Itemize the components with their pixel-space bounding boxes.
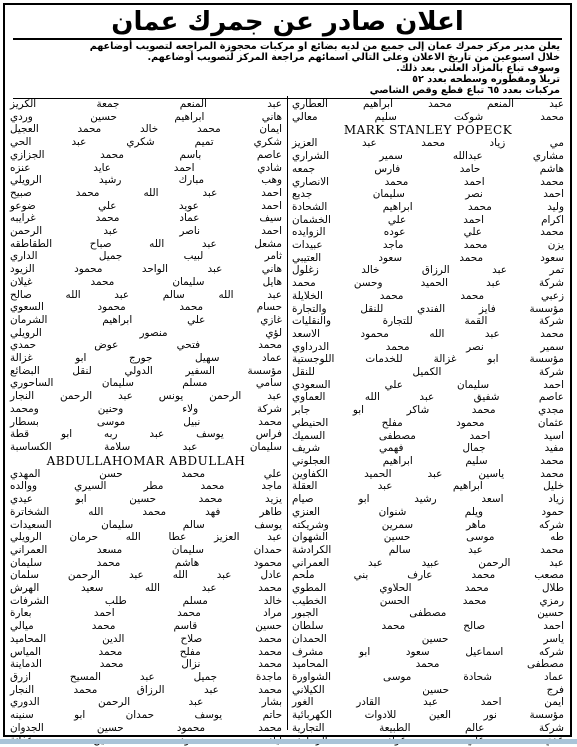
name-entry: شركه ماهر سمرين وشريكته xyxy=(292,518,564,531)
name-entry: عادل عبد الله عبد الرحمن سلمان xyxy=(10,569,282,582)
name-entry: سعود محمد سعود العتيبي xyxy=(292,251,564,264)
name-entry: ماجدة جميل عبد المسيح ازرق xyxy=(10,670,282,683)
intro-line: يعلن مدير مركز جمرك عمان إلى جميع من لديه بضائع او مركبات محجوزة المراجعه لتصويب أوضاعهم xyxy=(89,41,560,52)
name-entry-latin: ABDULLAHOMAR ABDULLAH xyxy=(46,453,246,468)
name-entry: محمد ياسين عبد الحميد الكفاوين xyxy=(292,467,564,480)
name-entry: محمد احمد محمد الانصاري xyxy=(292,175,564,188)
name-entry: محمد شوكت سليم معالي xyxy=(292,110,564,123)
names-column-right xyxy=(292,98,564,734)
name-entry: محمد نزال محمد الدماينة xyxy=(10,658,282,671)
page-bottom-bar xyxy=(0,739,577,744)
intro-line: تريلا ومقطوره وسطحه بعدد ٥٢ xyxy=(412,74,560,85)
name-entry: شركة ولاء وحنين ومحمد xyxy=(10,402,282,415)
name-entry: سمير نصر محمد الدرداوي xyxy=(292,340,564,353)
name-entry: مصطفى محمد المحاميد xyxy=(292,658,564,671)
name-entry: شركة عبد الحميد وحسن محمد xyxy=(292,277,564,290)
name-entry: غازي علي ابراهيم الشرمان xyxy=(10,313,282,326)
name-entry: ياسر حسين الحمدان xyxy=(292,632,564,645)
name-entry: علي محمد حسن المهدي xyxy=(10,467,282,480)
name-entry: عبد العزيز عطا الله حرمان الرويلي xyxy=(10,531,282,544)
name-entry: ايمن احمد عبد القادر الغور xyxy=(292,696,564,709)
name-entry: مؤسسة فايز الفندي للنقل والتجارة xyxy=(292,302,564,315)
name-entry: يوسف سالم سليمان السعيدات xyxy=(10,518,282,531)
name-entry: احمد ناصر عبد الرحمن xyxy=(10,225,282,238)
name-entry: بشار عبد الرحمن الدوري xyxy=(10,696,282,709)
name-entry: حاتم يوسف حمدان ابو سنينه xyxy=(10,709,282,722)
name-entry: سيف عماد محمد غرايبه xyxy=(10,212,282,225)
name-entry: خالد مسلم طلب الشرفات xyxy=(10,594,282,607)
name-entry: محمد مفلح محمد المياس xyxy=(10,645,282,658)
name-entry: اكرام احمد علي الخشمان xyxy=(292,213,564,226)
name-entry: احمد عويد علي ضوعو xyxy=(10,199,282,212)
name-entry: شركة الكميل للنقل xyxy=(292,366,564,379)
name-entry: عماد سهيل جورج ابو غزالة xyxy=(10,352,282,365)
intro-line: خلال اسبوعين من تاريخ الاعلان وعلى التالي اسمائهم مراجعة المركز لتصويب أوضاعهم. xyxy=(147,52,560,63)
name-entry: عبد الرحمن عبيد عبد العمراني xyxy=(292,556,564,569)
name-entry: طلال محمد الحلاوي المطوي xyxy=(292,582,564,595)
name-entry: زعبي محمد محمد الخلايلة xyxy=(292,289,564,302)
name-entry: مؤسسة السفير الدولي لنقل البضائع xyxy=(10,364,282,377)
name-entry: شركة عالم الطبيعة التجارية xyxy=(292,721,564,734)
name-entry: محمد سليم ابراهيم العجلوني xyxy=(292,454,564,467)
name-entry: عثمان محمود مفلح الحنيطي xyxy=(292,416,564,429)
name-entry: احمد عبد الله محمد صبيح xyxy=(10,186,282,199)
name-entry: مجدي محمد شاكر ابو جابر xyxy=(292,404,564,417)
name-entry: عبد المنعم محمد ابراهيم العطاري xyxy=(292,98,564,110)
name-entry: محمد عبد الله سعيد الهرش xyxy=(10,582,282,595)
name-entry: مشعل عبد الله صباح الطقاطقه xyxy=(10,237,282,250)
name-entry: شركه اسماعيل سعود ابو مشرف xyxy=(292,645,564,658)
name-entry: حسين قاسم محمد ميالي xyxy=(10,620,282,633)
name-entry: يزن محمد ماجد عبيدات xyxy=(292,239,564,252)
name-entry: خليل ابراهيم عبد العقلة xyxy=(292,480,564,493)
name-entry: مصعب محمد عارف بني ملحم xyxy=(292,569,564,582)
name-entry: ثامر لبيب جميل الداري xyxy=(10,250,282,263)
name-entry: عاصم شفيق عبد الله العماوي xyxy=(292,391,564,404)
name-entry: محمد علي عوده الزوايده xyxy=(292,226,564,239)
name-entry: شركة القمة للتجارة والنقليات xyxy=(292,315,564,328)
name-entry: شكري تميم شكري عبد الحي xyxy=(10,136,282,149)
name-entry: مؤسسة ابو غزالة للخدمات اللوجستية xyxy=(292,353,564,366)
name-entry: محمد عبد الرزاق محمد النجار xyxy=(10,683,282,696)
name-entry: عبد الله سالم عبد الله صالح xyxy=(10,288,282,301)
name-entry: محمد عبد سالم الكرادشة xyxy=(292,543,564,556)
name-entry: سامي مسلم سليمان الساحوري xyxy=(10,377,282,390)
name-entry: احمد سليمان علي السعودي xyxy=(292,378,564,391)
name-entry: محمد عبد الله محمود الاسعد xyxy=(292,327,564,340)
names-column-left xyxy=(10,98,282,734)
announcement-intro xyxy=(17,41,560,97)
name-entry: يزيد محمد حسين ابو عيدي xyxy=(10,493,282,506)
name-entry: احمد صالح محمد سلطان xyxy=(292,620,564,633)
name-entry: وهب مبارك رشيد الرويلي xyxy=(10,174,282,187)
name-entry: حمدان سليمان مسعد العمراني xyxy=(10,543,282,556)
name-entry: عبد المنعم جمعة الكريز xyxy=(10,98,282,110)
name-entry: فرج حسين الكيلاني xyxy=(292,683,564,696)
name-entry: مي زياد محمد عبد العزيز xyxy=(292,137,564,150)
name-entry: مفيد جمال فهمي شريف xyxy=(292,442,564,455)
name-entry: تمر عبد الرزاق خالد زغلول xyxy=(292,264,564,277)
name-entry: فراس يوسف عبد ربه ابو قطة xyxy=(10,428,282,441)
name-entry: رمزي محمد الحسن الخطيب xyxy=(292,594,564,607)
name-entry: وليد محمد ابراهيم الشحادة xyxy=(292,200,564,213)
name-entry: محمد فتحي عوض حمدي xyxy=(10,339,282,352)
name-entry: طاهر فهد محمد الله الشخاترة xyxy=(10,505,282,518)
name-entry-latin: MARK STANLEY POPECK xyxy=(343,123,513,138)
name-entry: مشاري عبدالله سمير الشراري xyxy=(292,150,564,163)
title-divider xyxy=(13,38,562,40)
name-entry: زياد اسعد رشيد ابو صيام xyxy=(292,493,564,506)
name-entry: محمد نبيل موسى بسطار xyxy=(10,415,282,428)
intro-line: وسوف تباع بالمزاد العلني بعد ذلك. xyxy=(396,63,560,74)
name-entry: سليمان عبد سلامة الكساسبة xyxy=(10,440,282,453)
name-entry: محمد محمود حسين الجدوان xyxy=(10,721,282,734)
name-entry: حسين مصطفى الجبور xyxy=(292,607,564,620)
name-entry: مراد محمد احمد بعارة xyxy=(10,607,282,620)
name-entry: لؤي منصور الرويلي xyxy=(10,326,282,339)
name-entry: محمود هاشم محمد سليمان xyxy=(10,556,282,569)
name-entry: اسيد احمد مصطفى السميك xyxy=(292,429,564,442)
name-entry: محمد صلاح الدين المحاميد xyxy=(10,632,282,645)
name-entry: هاني ابراهيم حسين وردي xyxy=(10,110,282,123)
name-entry: ماجد محمد مطر السيري ووالده xyxy=(10,480,282,493)
name-entry: مؤسسة نور العين للادوات الكهربائية xyxy=(292,709,564,722)
name-entry: شادي احمد عايد عنزه xyxy=(10,161,282,174)
name-entry: حسام محمد محمود السعوي xyxy=(10,301,282,314)
name-entry: عاصم باسم محمد الجزازي xyxy=(10,148,282,161)
name-entry: هاني عبد الواحد محمود الزيود xyxy=(10,263,282,276)
column-divider xyxy=(287,96,288,730)
announcement-title: اعلان صادر عن جمرك عمان xyxy=(111,7,464,37)
name-entry: ايمان محمد خالد محمد العجيل xyxy=(10,123,282,136)
name-entry: عبد الرحمن يونس عبد الرحمن النجار xyxy=(10,390,282,403)
name-entry: عماد شحادة موسى الشواورة xyxy=(292,670,564,683)
name-entry: هايل سليمان محمد غيلان xyxy=(10,275,282,288)
intro-line: مركبات بعدد ٦٥ تباع قطع وقص الشاصي xyxy=(369,85,560,96)
name-entry: هاشم حامد فارس جمعه xyxy=(292,162,564,175)
name-entry: طه موسى حسين الشهوان xyxy=(292,531,564,544)
name-entry: حمود ويلم شنوان العنزي xyxy=(292,505,564,518)
name-entry: احمد نصر سليمان جديع xyxy=(292,188,564,201)
